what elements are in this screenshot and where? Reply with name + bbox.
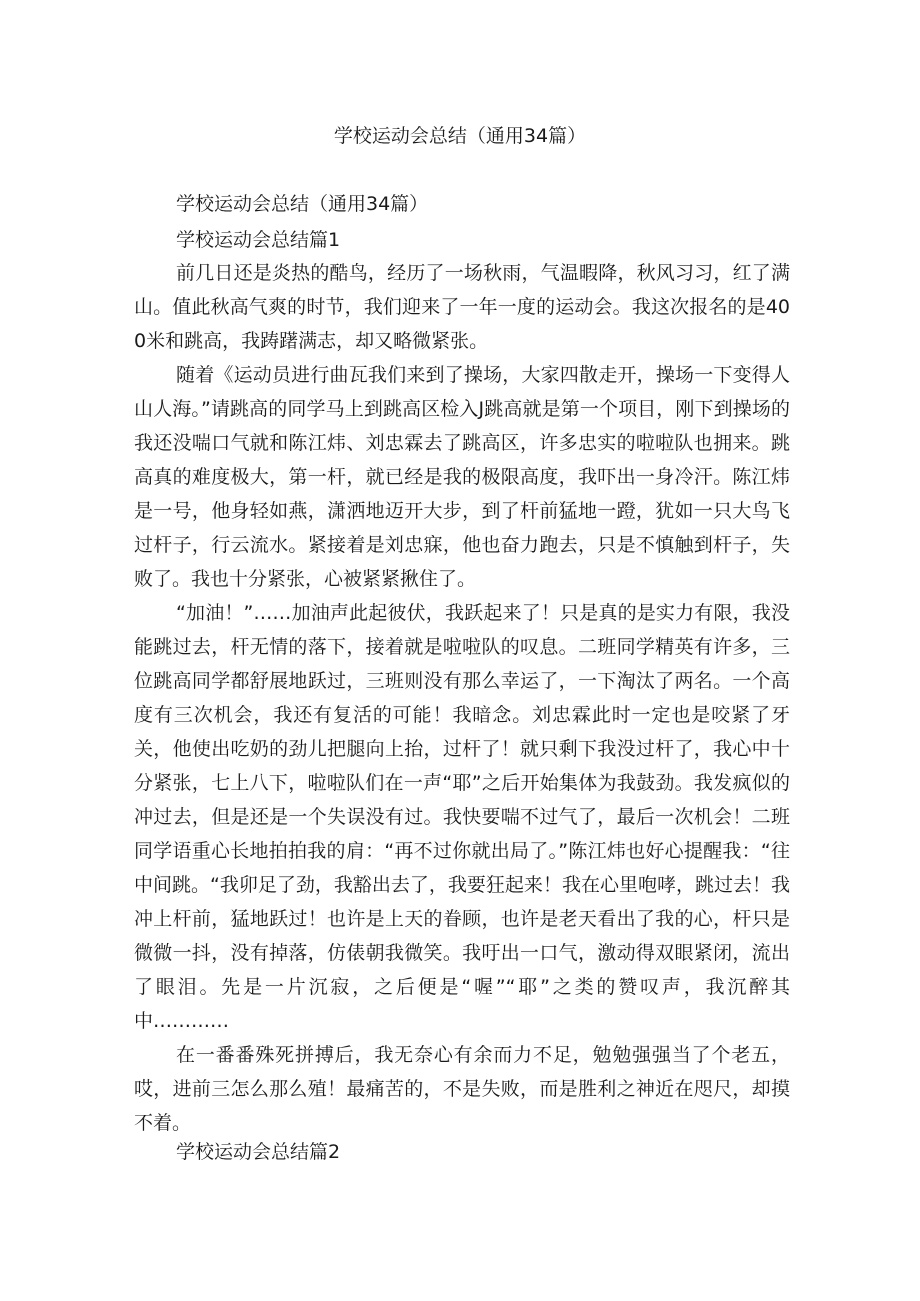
document-title: 学校运动会总结（通用34篇） xyxy=(333,125,587,147)
section-1-heading: 学校运动会总结篇1 xyxy=(176,229,341,251)
paragraph-2: 随着《运动员进行曲瓦我们来到了操场，大家四散走开，操场一下变得人山人海。”请跳高的同学马上到跳高区检入J跳高就是第一个项目，刚下到操场的我还没喘口气就和陈江炜、刘忠霖去了跳高区，许多忠实的啦啦队也拥来。跳高真的难度极大，第一杆，就已经是我的极限高度，我吓出一身冷汗。陈江炜是一号，他身轻如燕，潇洒地迈开大步，到了杆前猛地一蹬，犹如一只大鸟飞过杆子，行云流水。紧接着是刘忠寐，他也奋力跑去，只是不慎触到杆子，失败了。我也十分紧张，心被紧紧揪住了。 xyxy=(134,364,790,590)
paragraph-3: “加油！”……加油声此起彼伏，我跃起来了！只是真的是实力有限，我没能跳过去，杆无情的落下，接着就是啦啦队的叹息。二班同学精英有许多，三位跳高同学都舒展地跃过，三班则没有那么幸运了，一下淘汰了两名。一个高度有三次机会，我还有复活的可能！我暗念。刘忠霖此时一定也是咬紧了牙关，他使出吃奶的劲儿把腿向上抬，过杆了！就只剩下我没过杆了，我心中十分紧张，七上八下，啦啦队们在一声“耶”之后开始集体为我鼓劲。我发疯似的冲过去，但是还是一个失误没有过。我快要喘不过气了，最后一次机会！二班同学语重心长地拍拍我的肩：“再不过你就出局了。”陈江炜也好心提醒我：“往中间跳。“我卯足了劲，我豁出去了，我要狂起来！我在心里咆哮，跳过去！我冲上杆前，猛地跃过！也许是上天的眷顾，也许是老天看出了我的心，杆只是微微一抖，没有掉落，仿俵朝我微笑。我吁出一口气，激动得双眼紧闭，流出了眼泪。先是一片沉寂，之后便是“喔”“耶”之类的赞叹声，我沉醉其中………… xyxy=(134,602,790,1032)
section-2-heading: 学校运动会总结篇2 xyxy=(176,1141,341,1163)
paragraph-1: 前几日还是炎热的酷鸟，经历了一场秋雨，气温暇降，秋风习习，红了满山。值此秋高气爽的时节，我们迎来了一年一度的运动会。我这次报名的是400米和跳高，我踌躇满志，却又略微紧张。 xyxy=(134,262,790,352)
document-subtitle: 学校运动会总结（通用34篇） xyxy=(176,193,429,215)
paragraph-4: 在一番番殊死拼搏后，我无奈心有余而力不足，勉勉强强当了个老五，哎，进前三怎么那么殖！最痛苦的，不是失败，而是胜利之神近在咫尺，却摸不着。 xyxy=(134,1044,790,1134)
